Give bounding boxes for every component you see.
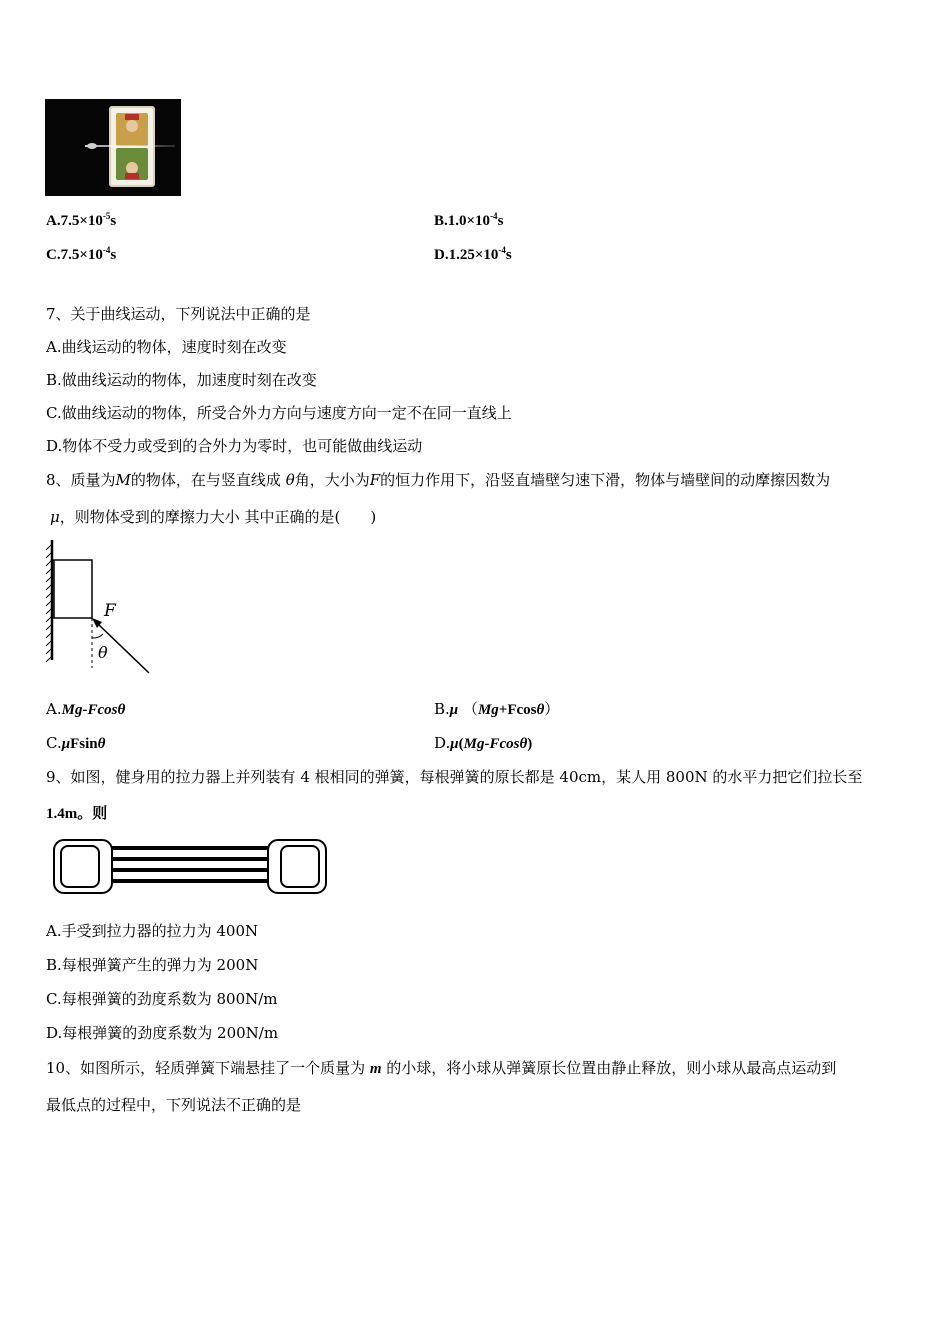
q8-option-b: B.μ （Mg+Fcosθ） xyxy=(434,700,560,718)
q9-option-c: C.每根弹簧的劲度系数为 800N/m xyxy=(46,990,278,1008)
wall-block-diagram xyxy=(40,536,160,678)
spring-expander-diagram xyxy=(52,838,330,896)
q9-option-d: D.每根弹簧的劲度系数为 200N/m xyxy=(46,1024,279,1042)
q7-option-d: D.物体不受力或受到的合外力为零时，也可能做曲线运动 xyxy=(46,437,423,455)
q9-option-b: B.每根弹簧产生的弹力为 200N xyxy=(46,956,259,974)
bullet-card-photo xyxy=(45,99,181,196)
q8-option-d: D.μ(Mg-Fcosθ) xyxy=(434,734,533,752)
angle-label: θ xyxy=(98,643,108,662)
springs xyxy=(112,848,268,881)
bullet-trail xyxy=(85,145,175,147)
q9-stem: 9、如图，健身用的拉力器上并列装有 4 根相同的弹簧，每根弹簧的原长都是 40cm，某人用 800N 的水平力把它们拉长至 xyxy=(46,768,863,786)
q7-option-c: C.做曲线运动的物体，所受合外力方向与速度方向一定不在同一直线上 xyxy=(46,404,512,422)
q7-option-a: A.曲线运动的物体，速度时刻在改变 xyxy=(46,338,287,356)
force-label: F xyxy=(104,601,116,621)
q8-option-a: A.Mg-Fcosθ xyxy=(46,700,126,718)
block-shape xyxy=(54,560,92,618)
q6-option-a: $A.7.5\times 10^{-5}s$ xyxy=(46,211,117,229)
q7-option-b: B.做曲线运动的物体，加速度时刻在改变 xyxy=(46,371,317,389)
q6-option-c: $C.7.5\times 10^{-4}s$ xyxy=(46,245,117,263)
q8-option-c: C.μFsinθ xyxy=(46,734,106,752)
q10-stem: 10、如图所示，轻质弹簧下端悬挂了一个质量为 m 的小球，将小球从弹簧原长位置由静止释放，则小球从最高点运动到 xyxy=(46,1059,837,1077)
q7-stem: 7、关于曲线运动，下列说法中正确的是 xyxy=(46,305,311,323)
q9-option-a: A.手受到拉力器的拉力为 400N xyxy=(46,922,259,940)
q10-stem-line2: 最低点的过程中，下列说法不正确的是 xyxy=(46,1096,302,1114)
q9-stem-line2: 1.4m。则 xyxy=(46,806,108,822)
q8-stem: 8、质量为M的物体，在与竖直线成 θ角，大小为F的恒力作用下，沿竖直墙壁匀速下滑，物体与墙壁间的动摩擦因数为 xyxy=(46,471,831,489)
bullet-icon xyxy=(87,143,97,149)
q8-stem-line2: μ，则物体受到的摩擦力大小 其中正确的是( ) xyxy=(50,508,377,526)
q6-option-b: $B.1.0\times 10^{-4}s$ xyxy=(434,211,504,229)
q6-option-d: $D.1.25\times 10^{-4}s$ xyxy=(434,245,512,263)
